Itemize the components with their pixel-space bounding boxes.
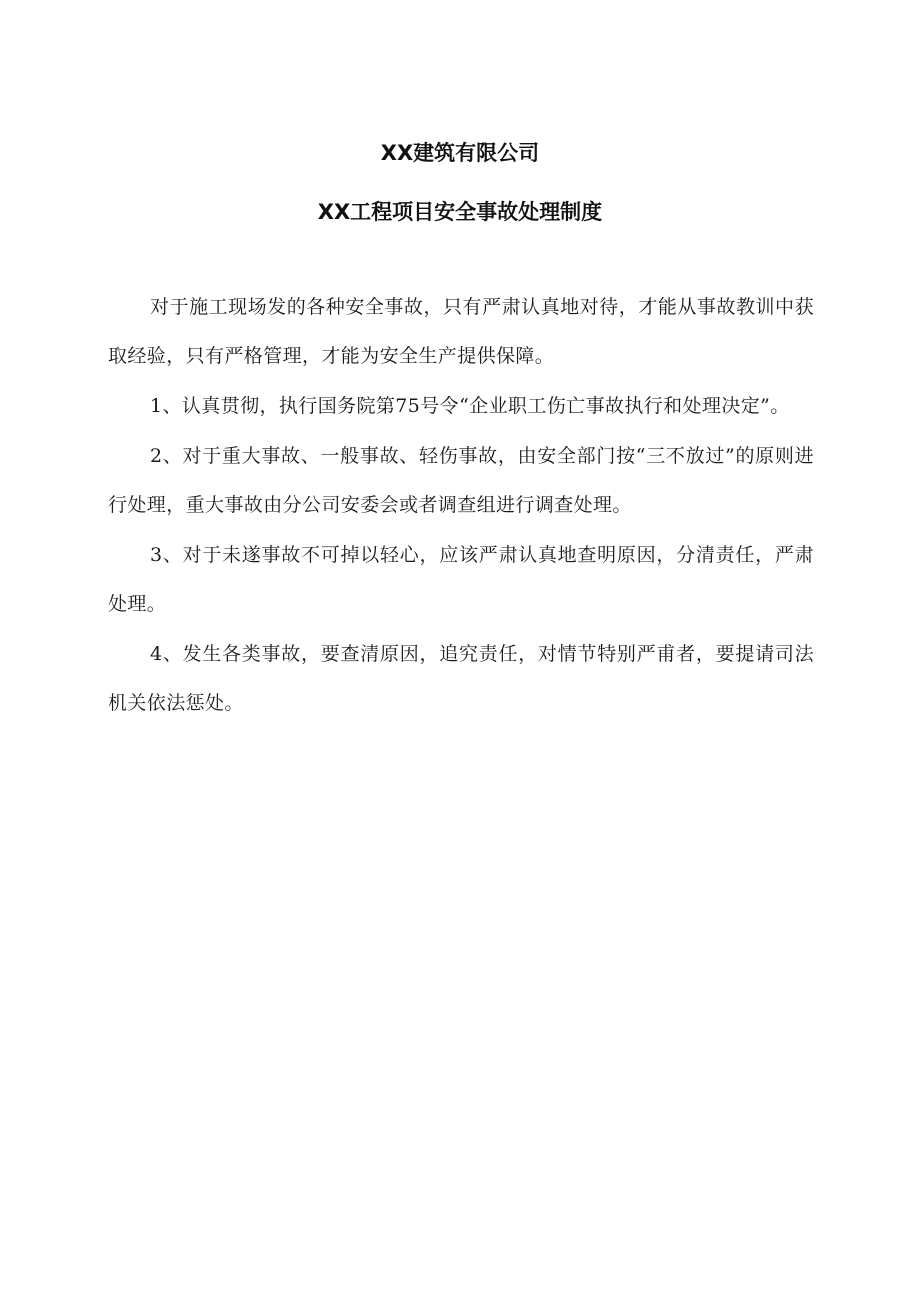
rule-2-paragraph: 2、对于重大事故、一般事故、轻伤事故，由安全部门按“三不放过”的原则进行处理，重大事故由分公司安委会或者调查组进行调查处理。 (108, 445, 814, 516)
rule-3-paragraph: 3、对于未遂事故不可掉以轻心，应该严肃认真地查明原因，分清责任，严肃处理。 (108, 544, 814, 615)
document-body (108, 283, 814, 729)
rule-1-paragraph: 1、认真贯彻，执行国务院第75号令“企业职工伤亡事故执行和处理决定”。 (150, 395, 790, 417)
document-title: XX工程项目安全事故处理制度 (317, 200, 603, 224)
intro-paragraph: 对于施工现场发的各种安全事故，只有严肃认真地对待，才能从事故教训中获取经验，只有严格管理，才能为安全生产提供保障。 (108, 296, 814, 367)
company-title: XX建筑有限公司 (380, 141, 540, 165)
rule-4-paragraph: 4、发生各类事故，要查清原因，追究责任，对情节特别严甫者，要提请司法机关依法惩处。 (108, 643, 814, 714)
